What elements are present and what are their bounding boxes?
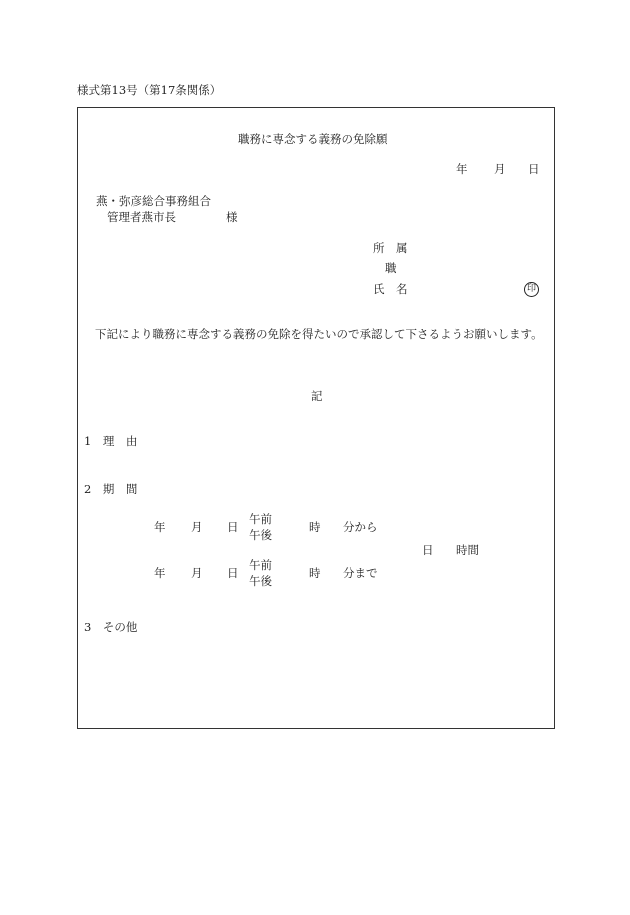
to-pm: 午後 — [249, 574, 272, 588]
applicant-affiliation: 所 属 — [373, 241, 408, 255]
to-am: 午前 — [249, 558, 272, 572]
date-year: 年 — [456, 162, 468, 176]
from-pm: 午後 — [249, 528, 272, 542]
to-day: 日 — [227, 566, 239, 580]
applicant-position: 職 — [385, 261, 397, 275]
ki-label: 記 — [311, 389, 323, 403]
item-reason: 1 理 由 — [84, 434, 138, 448]
addressee-honorific: 様 — [226, 210, 238, 224]
date-month: 月 — [494, 162, 506, 176]
addressee-person: 管理者燕市長 — [107, 210, 176, 224]
from-day: 日 — [227, 520, 239, 534]
form-number: 様式第13号（第17条関係） — [77, 83, 222, 97]
to-suffix: 分まで — [343, 566, 378, 580]
form-title: 職務に専念する義務の免除願 — [238, 132, 388, 146]
total-day: 日 — [422, 543, 434, 557]
from-hour: 時 — [309, 520, 321, 534]
item-other: 3 その他 — [84, 620, 138, 634]
to-month: 月 — [191, 566, 203, 580]
seal-mark: 印 — [524, 282, 539, 297]
from-suffix: 分から — [343, 520, 378, 534]
to-year: 年 — [154, 566, 166, 580]
total-hours: 時間 — [456, 543, 479, 557]
to-hour: 時 — [309, 566, 321, 580]
addressee-org: 燕・弥彦総合事務組合 — [96, 194, 211, 208]
from-month: 月 — [191, 520, 203, 534]
item-period: 2 期 間 — [84, 482, 138, 496]
from-year: 年 — [154, 520, 166, 534]
applicant-name: 氏 名 — [373, 282, 408, 296]
date-day: 日 — [528, 162, 540, 176]
request-text: 下記により職務に専念する義務の免除を得たいので承認して下さるようお願いします。 — [95, 327, 543, 341]
from-am: 午前 — [249, 512, 272, 526]
